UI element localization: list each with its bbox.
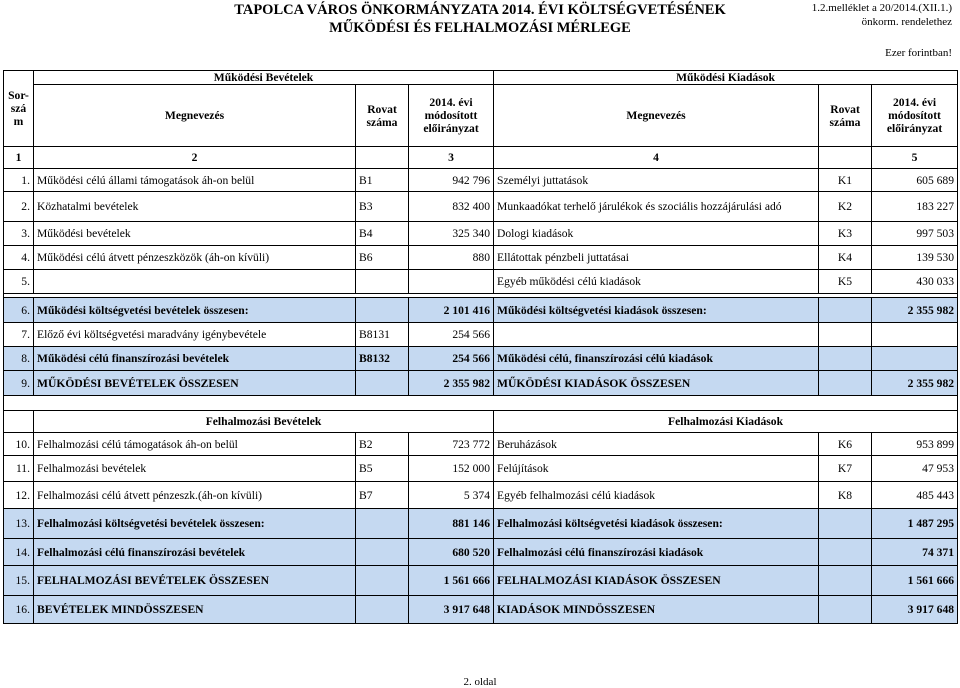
expense-name: Személyi juttatások	[494, 169, 819, 192]
table-row	[4, 347, 958, 371]
revenue-name: Működési bevételek	[34, 222, 356, 246]
expense-value	[872, 347, 958, 371]
expense-code: K7	[819, 456, 872, 482]
document-title-line2: MŰKÖDÉSI ÉS FELHALMOZÁSI MÉRLEGE	[329, 20, 631, 36]
table-row	[4, 298, 958, 323]
spacer-row	[4, 396, 958, 411]
row-number: 8.	[4, 347, 34, 371]
expense-code: K2	[819, 192, 872, 222]
expense-code	[819, 323, 872, 347]
expense-code	[819, 566, 872, 596]
currency-note: Ezer forintban!	[885, 47, 952, 59]
expense-code: K6	[819, 433, 872, 456]
expense-name: Működési költségvetési kiadások összesen:	[494, 298, 819, 323]
table-row	[4, 222, 958, 246]
revenue-value: 680 520	[409, 539, 494, 566]
col-number: 3	[409, 147, 494, 169]
revenue-code: B7	[356, 482, 409, 509]
revenue-code: B1	[356, 169, 409, 192]
row-number: 7.	[4, 323, 34, 347]
expense-code	[819, 298, 872, 323]
expense-value: 485 443	[872, 482, 958, 509]
revenue-name: Működési célú finanszírozási bevételek	[34, 347, 356, 371]
row-number: 12.	[4, 482, 34, 509]
col-number: 4	[494, 147, 819, 169]
col-header-exp-code: Rovat száma	[819, 85, 872, 147]
expense-value: 2 355 982	[872, 298, 958, 323]
expense-value: 1 487 295	[872, 509, 958, 539]
revenue-value: 152 000	[409, 456, 494, 482]
expense-name: KIADÁSOK MINDÖSSZESEN	[494, 596, 819, 624]
expense-value	[872, 323, 958, 347]
revenue-name	[34, 270, 356, 294]
page-number: 2. oldal	[463, 676, 497, 688]
capital-header-spacer	[4, 411, 34, 433]
col-number: 5	[872, 147, 958, 169]
revenue-code: B6	[356, 246, 409, 270]
col-header-rev-code: Rovat száma	[356, 85, 409, 147]
revenue-code: B3	[356, 192, 409, 222]
row-number: 15.	[4, 566, 34, 596]
expense-value: 605 689	[872, 169, 958, 192]
revenue-code: B8131	[356, 323, 409, 347]
row-number: 6.	[4, 298, 34, 323]
table-row	[4, 192, 958, 222]
table-row	[4, 169, 958, 192]
revenue-code: B4	[356, 222, 409, 246]
table-row	[4, 539, 958, 566]
revenue-code	[356, 298, 409, 323]
expense-name: Egyéb felhalmozási célú kiadások	[494, 482, 819, 509]
revenue-value: 5 374	[409, 482, 494, 509]
revenue-value	[409, 270, 494, 294]
expense-code: K3	[819, 222, 872, 246]
expense-value: 430 033	[872, 270, 958, 294]
revenue-value: 881 146	[409, 509, 494, 539]
annex-reference: 1.2.melléklet a 20/2014.(XII.1.)	[811, 2, 952, 14]
revenue-name: FELHALMOZÁSI BEVÉTELEK ÖSSZESEN	[34, 566, 356, 596]
table-row	[4, 509, 958, 539]
table-row	[4, 270, 958, 294]
budget-balance-table	[3, 70, 958, 624]
col-number: 2	[34, 147, 356, 169]
expense-name: Beruházások	[494, 433, 819, 456]
revenue-code	[356, 270, 409, 294]
expense-code: K8	[819, 482, 872, 509]
col-header-exp-value: 2014. évi módosított előirányzat	[872, 85, 958, 147]
col-number	[356, 147, 409, 169]
expense-code: K1	[819, 169, 872, 192]
expense-value: 953 899	[872, 433, 958, 456]
expense-name: Működési célú, finanszírozási célú kiadások	[494, 347, 819, 371]
expense-name: Felhalmozási célú finanszírozási kiadások	[494, 539, 819, 566]
expense-value: 2 355 982	[872, 371, 958, 396]
row-number: 11.	[4, 456, 34, 482]
table-row	[4, 596, 958, 624]
capital-header-row	[4, 411, 958, 433]
expense-name: Ellátottak pénzbeli juttatásai	[494, 246, 819, 270]
revenue-value: 254 566	[409, 347, 494, 371]
expense-value: 997 503	[872, 222, 958, 246]
expense-value: 1 561 666	[872, 566, 958, 596]
revenue-name: Felhalmozási célú támogatások áh-on belül	[34, 433, 356, 456]
table-row	[4, 371, 958, 396]
table-row	[4, 566, 958, 596]
expense-name: Felhalmozási költségvetési kiadások összesen:	[494, 509, 819, 539]
revenue-name: Működési célú átvett pénzeszközök (áh-on kívüli)	[34, 246, 356, 270]
revenue-name: BEVÉTELEK MINDÖSSZESEN	[34, 596, 356, 624]
revenue-value: 2 101 416	[409, 298, 494, 323]
annex-reference-2: önkorm. rendelethez	[861, 16, 952, 28]
revenue-value: 942 796	[409, 169, 494, 192]
revenue-code	[356, 596, 409, 624]
expense-code	[819, 509, 872, 539]
expense-code: K5	[819, 270, 872, 294]
table-row	[4, 323, 958, 347]
revenue-value: 254 566	[409, 323, 494, 347]
revenue-name: Felhalmozási költségvetési bevételek összesen:	[34, 509, 356, 539]
expense-code: K4	[819, 246, 872, 270]
col-number: 1	[4, 147, 34, 169]
col-group-operating-revenue: Működési Bevételek	[34, 71, 494, 85]
revenue-name: Működési célú állami támogatások áh-on belül	[34, 169, 356, 192]
expense-name: FELHALMOZÁSI KIADÁSOK ÖSSZESEN	[494, 566, 819, 596]
revenue-value: 325 340	[409, 222, 494, 246]
expense-value: 3 917 648	[872, 596, 958, 624]
revenue-code: B8132	[356, 347, 409, 371]
table-row	[4, 456, 958, 482]
revenue-value: 832 400	[409, 192, 494, 222]
col-header-rev-value: 2014. évi módosított előirányzat	[409, 85, 494, 147]
revenue-value: 3 917 648	[409, 596, 494, 624]
row-number: 9.	[4, 371, 34, 396]
col-header-rev-name: Megnevezés	[34, 85, 356, 147]
row-number: 5.	[4, 270, 34, 294]
table-row	[4, 433, 958, 456]
row-number: 16.	[4, 596, 34, 624]
expense-code	[819, 539, 872, 566]
col-number	[819, 147, 872, 169]
row-number: 13.	[4, 509, 34, 539]
revenue-name: MŰKÖDÉSI BEVÉTELEK ÖSSZESEN	[34, 371, 356, 396]
revenue-name: Felhalmozási bevételek	[34, 456, 356, 482]
expense-value: 74 371	[872, 539, 958, 566]
col-group-capital-expense: Felhalmozási Kiadások	[494, 411, 958, 433]
expense-name: Dologi kiadások	[494, 222, 819, 246]
spacer-cell	[4, 396, 958, 411]
row-number: 14.	[4, 539, 34, 566]
expense-value: 183 227	[872, 192, 958, 222]
expense-name: Egyéb működési célú kiadások	[494, 270, 819, 294]
expense-name: MŰKÖDÉSI KIADÁSOK ÖSSZESEN	[494, 371, 819, 396]
expense-name	[494, 323, 819, 347]
revenue-name: Közhatalmi bevételek	[34, 192, 356, 222]
row-number: 3.	[4, 222, 34, 246]
revenue-code	[356, 509, 409, 539]
revenue-code: B5	[356, 456, 409, 482]
col-group-capital-revenue: Felhalmozási Bevételek	[34, 411, 494, 433]
revenue-name: Felhalmozási célú finanszírozási bevételek	[34, 539, 356, 566]
revenue-code	[356, 566, 409, 596]
expense-name: Munkaadókat terhelő járulékok és szociális hozzájárulási adó	[494, 192, 819, 222]
expense-value: 139 530	[872, 246, 958, 270]
table-row	[4, 482, 958, 509]
expense-code	[819, 371, 872, 396]
revenue-value: 1 561 666	[409, 566, 494, 596]
col-group-operating-expense: Működési Kiadások	[494, 71, 958, 85]
expense-value: 47 953	[872, 456, 958, 482]
expense-name: Felújítások	[494, 456, 819, 482]
revenue-name: Működési költségvetési bevételek összesen:	[34, 298, 356, 323]
col-header-exp-name: Megnevezés	[494, 85, 819, 147]
revenue-code: B2	[356, 433, 409, 456]
row-number: 1.	[4, 169, 34, 192]
revenue-value: 2 355 982	[409, 371, 494, 396]
revenue-value: 723 772	[409, 433, 494, 456]
revenue-value: 880	[409, 246, 494, 270]
col-header-sorszam: Sor-szá m	[4, 71, 34, 147]
row-number: 2.	[4, 192, 34, 222]
revenue-name: Előző évi költségvetési maradvány igénybevétele	[34, 323, 356, 347]
expense-code	[819, 347, 872, 371]
row-number: 10.	[4, 433, 34, 456]
revenue-code	[356, 371, 409, 396]
document-title-line1: TAPOLCA VÁROS ÖNKORMÁNYZATA 2014. ÉVI KÖLTSÉGVETÉSÉNEK	[234, 2, 726, 18]
table-row	[4, 246, 958, 270]
revenue-code	[356, 539, 409, 566]
expense-code	[819, 596, 872, 624]
row-number: 4.	[4, 246, 34, 270]
revenue-name: Felhalmozási célú átvett pénzeszk.(áh-on kívüli)	[34, 482, 356, 509]
